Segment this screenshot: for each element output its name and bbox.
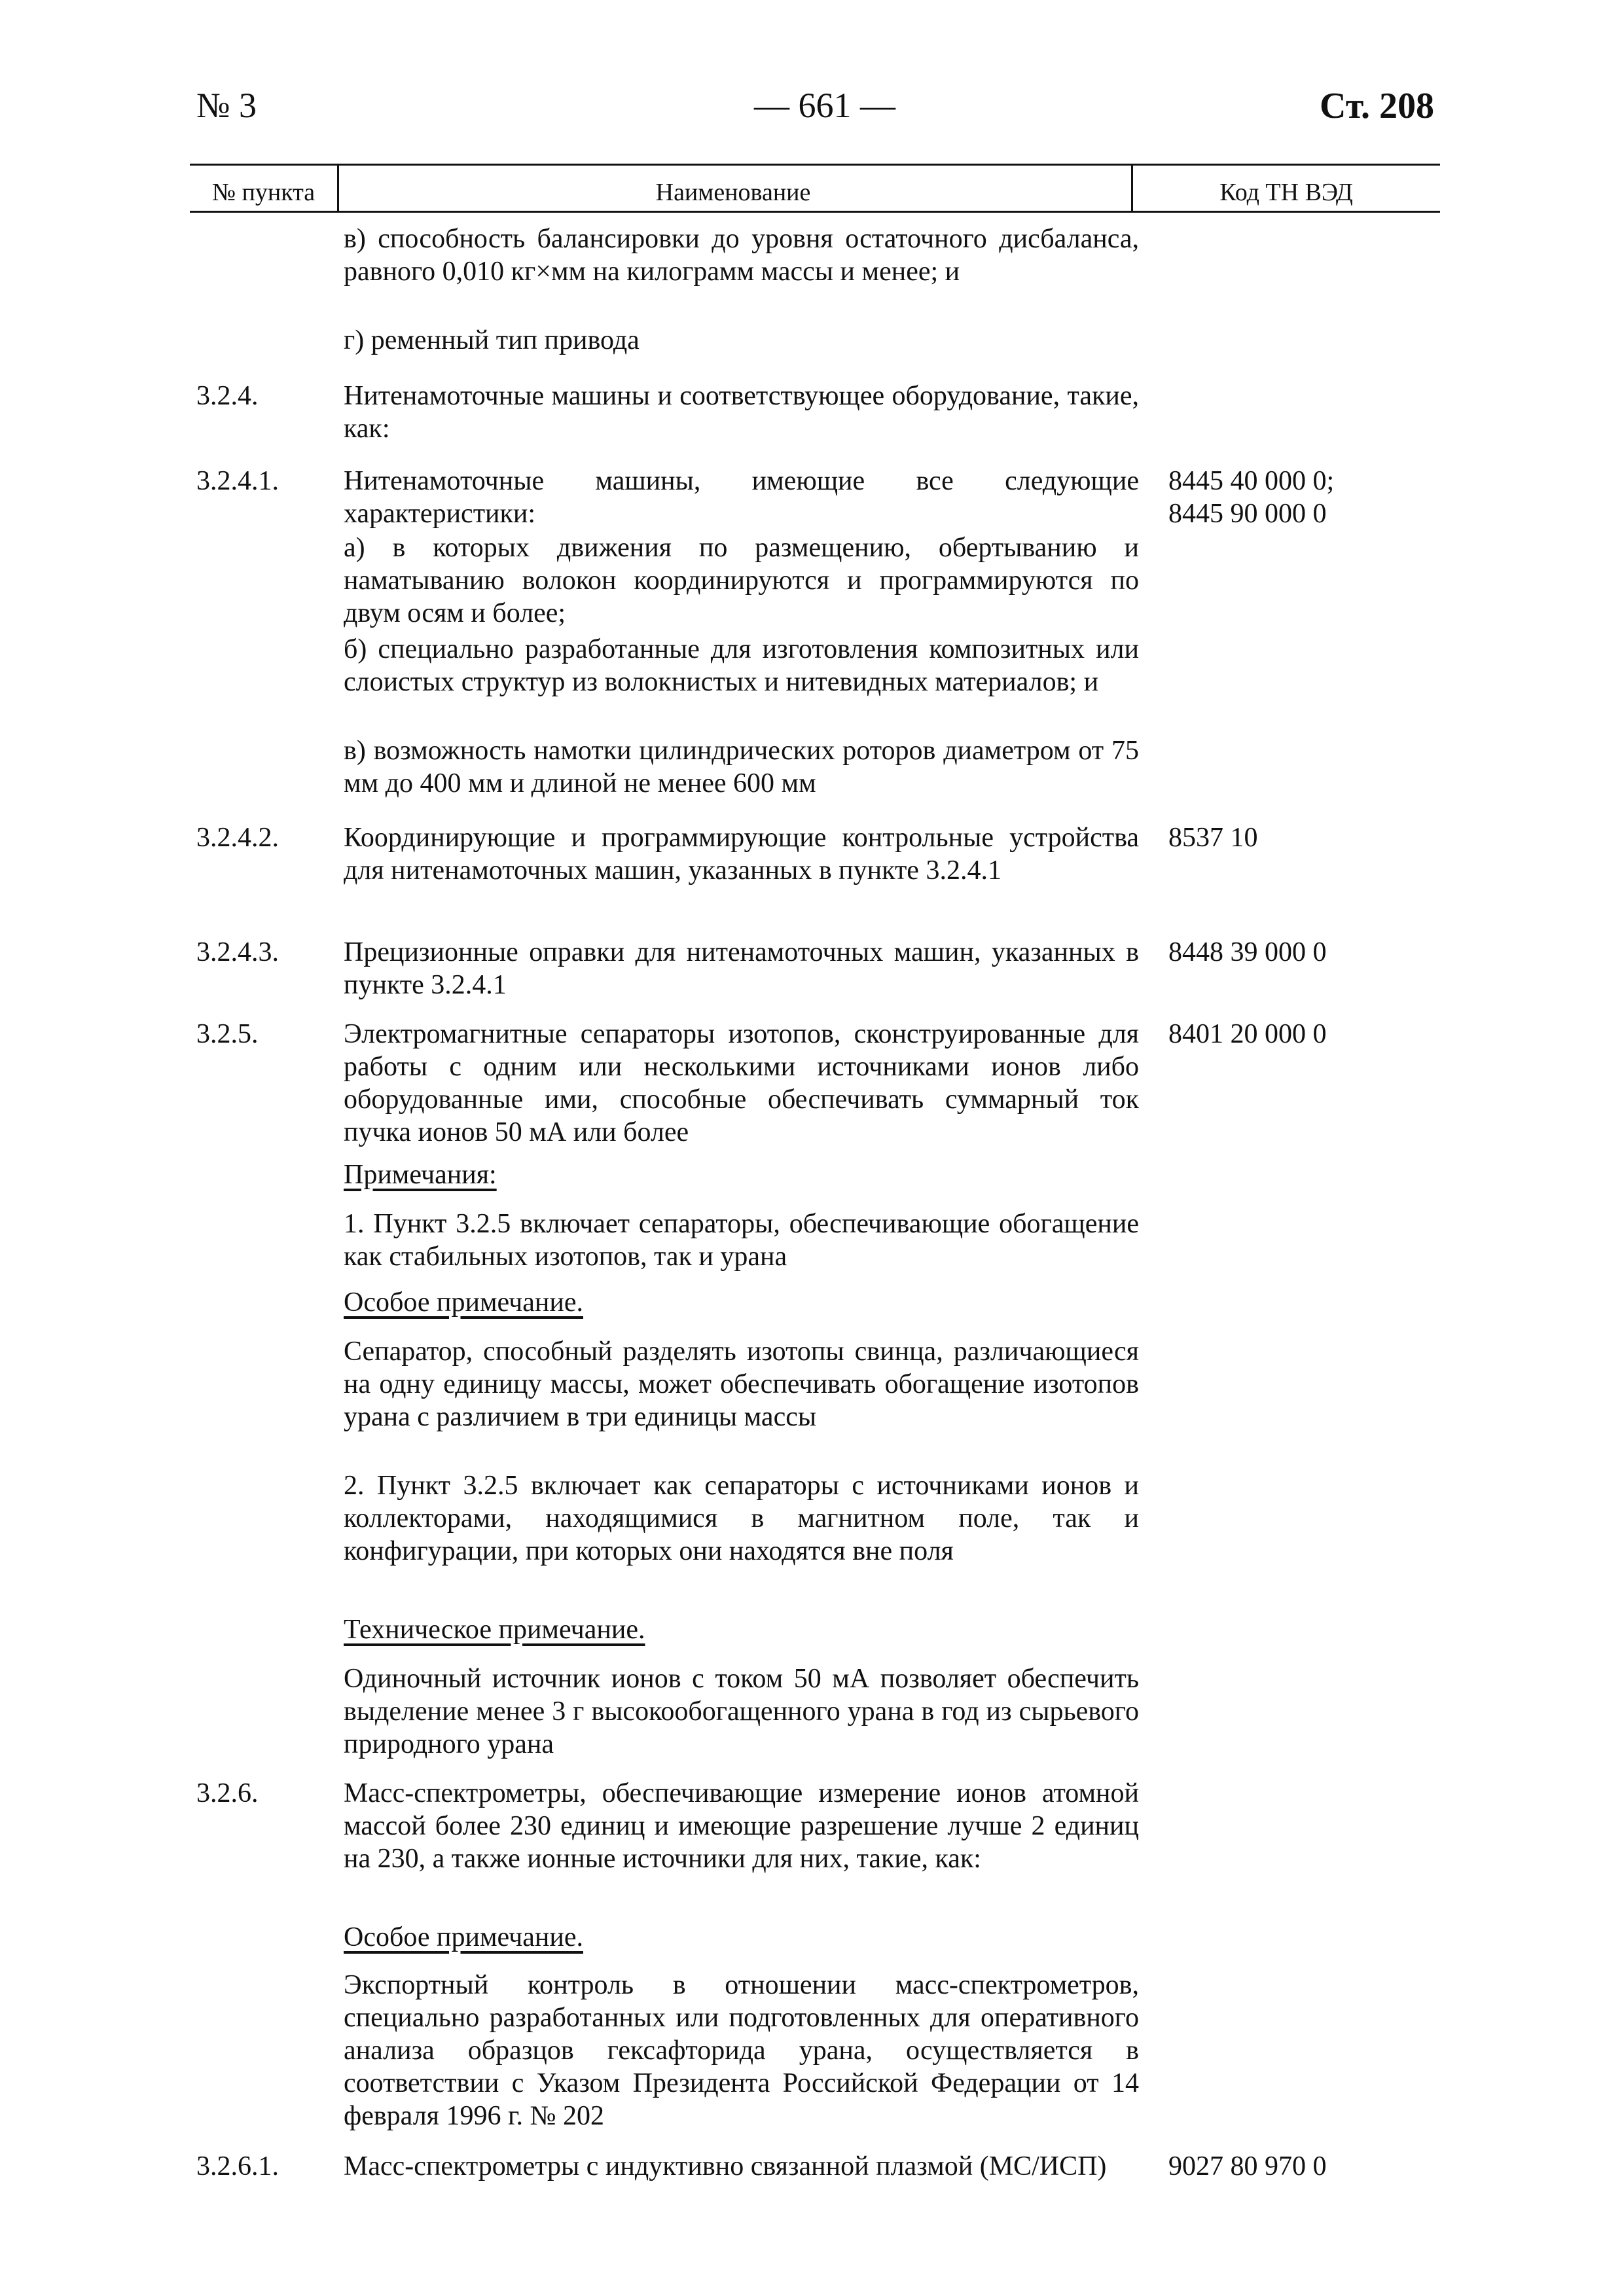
item-text: Электромагнитные сепараторы изотопов, сконструированные для работы с одним или несколькими источниками ионов либо оборудованные ими, способные обеспечивать суммарный ток пучка ионов 50 мА или более xyxy=(344,1019,1139,1147)
item-text: Масс-спектрометры, обеспечивающие измерение ионов атомной массой более 230 единиц и имеющие разрешение лучше 2 единиц на 230, а также ионные источники для них, такие, как: xyxy=(344,1778,1139,1874)
item-code: 8401 20 000 0 xyxy=(1168,1019,1327,1049)
item-code: 8445 40 000 0; 8445 90 000 0 xyxy=(1168,466,1335,529)
notes-heading: Примечания: xyxy=(344,1160,497,1190)
column-divider-right xyxy=(1131,164,1133,213)
item-text: Нитенамоточные машины, имеющие все следующие характеристики: xyxy=(344,466,1139,529)
special-note-heading: Особое примечание. xyxy=(344,1922,583,1952)
item-text: Масс-спектрометры с индуктивно связанной плазмой (МС/ИСП) xyxy=(344,2151,1107,2181)
item-number: 3.2.4.3. xyxy=(196,937,279,967)
special-note-heading: Особое примечание. xyxy=(344,1287,583,1318)
table-header-bottom-rule xyxy=(190,211,1440,213)
item-code: 9027 80 970 0 xyxy=(1168,2151,1327,2181)
item-text: а) в которых движения по размещению, обертыванию и наматыванию волокон координируются и программируются по двум осям и более; xyxy=(344,533,1139,628)
item-number: 3.2.4.2. xyxy=(196,823,279,853)
item-text: Одиночный источник ионов с током 50 мА позволяет обеспечить выделение менее 3 г высокообогащенного урана в год из сырьевого природного урана xyxy=(344,1664,1139,1759)
technical-note-heading: Техническое примечание. xyxy=(344,1615,645,1645)
item-text: в) способность балансировки до уровня остаточного дисбаланса, равного 0,010 кг×мм на килограмм массы и менее; и xyxy=(344,224,1139,287)
header-article-number: Ст. 208 xyxy=(1320,86,1434,126)
header-issue-number: № 3 xyxy=(196,86,257,125)
item-text: Сепаратор, способный разделять изотопы свинца, различающиеся на одну единицу массы, может обеспечивать обогащение изотопов урана с различием в три единицы массы xyxy=(344,1336,1139,1432)
item-text: в) возможность намотки цилиндрических роторов диаметром от 75 мм до 400 мм и длиной не менее 600 мм xyxy=(344,736,1139,798)
header-page-number: — 661 — xyxy=(754,86,895,125)
column-divider-left xyxy=(337,164,339,213)
item-number: 3.2.6.1. xyxy=(196,2151,279,2181)
item-number: 3.2.5. xyxy=(196,1019,259,1049)
item-text: г) ременный тип привода xyxy=(344,325,640,355)
item-text: 2. Пункт 3.2.5 включает как сепараторы с источниками ионов и коллекторами, находящимися в магнитном поле, так и конфигурации, при которых они находятся вне поля xyxy=(344,1471,1139,1566)
item-text: б) специально разработанные для изготовления композитных или слоистых структур из волокнистых и нитевидных материалов; и xyxy=(344,634,1139,697)
item-text: 1. Пункт 3.2.5 включает сепараторы, обеспечивающие обогащение как стабильных изотопов, так и урана xyxy=(344,1209,1139,1272)
item-number: 3.2.4.1. xyxy=(196,466,279,496)
item-number: 3.2.6. xyxy=(196,1778,259,1808)
item-text: Прецизионные оправки для нитенамоточных машин, указанных в пункте 3.2.4.1 xyxy=(344,937,1139,1000)
item-number: 3.2.4. xyxy=(196,381,259,411)
item-text: Координирующие и программирующие контрольные устройства для нитенамоточных машин, указанных в пункте 3.2.4.1 xyxy=(344,823,1139,886)
item-code: 8448 39 000 0 xyxy=(1168,937,1327,967)
item-code: 8537 10 xyxy=(1168,823,1258,853)
column-header-code: Код ТН ВЭД xyxy=(1219,179,1353,206)
item-text: Нитенамоточные машины и соответствующее оборудование, такие, как: xyxy=(344,381,1139,444)
table-top-rule xyxy=(190,164,1440,166)
column-header-name: Наименование xyxy=(655,179,811,206)
column-header-number: № пункта xyxy=(211,179,316,206)
table-body xyxy=(0,223,1624,2251)
item-text: Экспортный контроль в отношении масс-спектрометров, специально разработанных или подготовленных для оперативного анализа образцов гексафторида урана, осуществляется в соответствии с Указом Президента Российской Федерации от 14 февраля 1996 г. № 202 xyxy=(344,1970,1139,2131)
